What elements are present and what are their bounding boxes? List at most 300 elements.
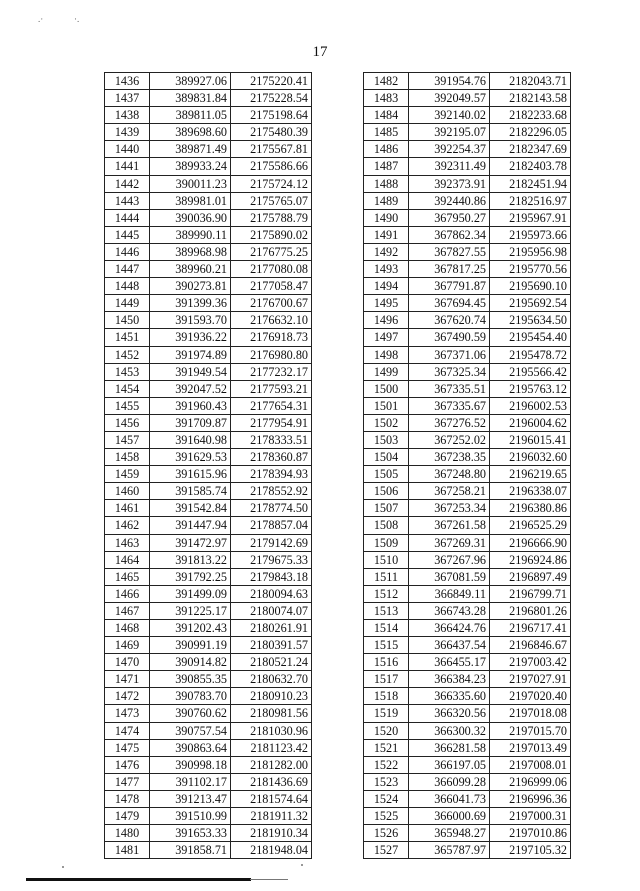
x-coordinate-cell: 366424.76	[409, 620, 490, 637]
table-row	[364, 688, 571, 705]
y-coordinate-cell: 2195692.54	[490, 295, 571, 312]
point-number-cell: 1516	[364, 654, 409, 671]
x-coordinate-cell: 391102.17	[150, 773, 231, 790]
y-coordinate-cell: 2195770.56	[490, 261, 571, 278]
point-number-cell: 1481	[105, 842, 150, 859]
point-number-cell: 1492	[364, 243, 409, 260]
table-row	[364, 414, 571, 431]
point-number-cell: 1475	[105, 739, 150, 756]
x-coordinate-cell: 392311.49	[409, 158, 490, 175]
point-number-cell: 1459	[105, 466, 150, 483]
x-coordinate-cell: 391447.94	[150, 517, 231, 534]
point-number-cell: 1499	[364, 363, 409, 380]
y-coordinate-cell: 2182451.94	[490, 175, 571, 192]
y-coordinate-cell: 2195478.72	[490, 346, 571, 363]
point-number-cell: 1482	[364, 73, 409, 90]
table-row	[364, 380, 571, 397]
footer-rule-tail	[250, 879, 288, 880]
y-coordinate-cell: 2197105.32	[490, 842, 571, 859]
y-coordinate-cell: 2195973.66	[490, 226, 571, 243]
scan-speck: .·	[38, 14, 44, 24]
x-coordinate-cell: 367267.96	[409, 551, 490, 568]
y-coordinate-cell: 2196717.41	[490, 620, 571, 637]
y-coordinate-cell: 2179843.18	[231, 568, 312, 585]
point-number-cell: 1456	[105, 414, 150, 431]
x-coordinate-cell: 391949.54	[150, 363, 231, 380]
x-coordinate-cell: 389968.98	[150, 243, 231, 260]
table-body	[364, 73, 571, 859]
point-number-cell: 1440	[105, 141, 150, 158]
y-coordinate-cell: 2176918.73	[231, 329, 312, 346]
y-coordinate-cell: 2195763.12	[490, 380, 571, 397]
point-number-cell: 1505	[364, 466, 409, 483]
x-coordinate-cell: 392140.02	[409, 107, 490, 124]
table-row	[364, 842, 571, 859]
table-row	[364, 722, 571, 739]
x-coordinate-cell: 391858.71	[150, 842, 231, 859]
x-coordinate-cell: 391640.98	[150, 431, 231, 448]
x-coordinate-cell: 391593.70	[150, 312, 231, 329]
x-coordinate-cell: 390783.70	[150, 688, 231, 705]
y-coordinate-cell: 2177232.17	[231, 363, 312, 380]
table-row	[105, 107, 312, 124]
point-number-cell: 1450	[105, 312, 150, 329]
table-row	[364, 483, 571, 500]
y-coordinate-cell: 2197015.70	[490, 722, 571, 739]
y-coordinate-cell: 2197020.40	[490, 688, 571, 705]
y-coordinate-cell: 2181911.32	[231, 808, 312, 825]
table-row	[364, 790, 571, 807]
y-coordinate-cell: 2196666.90	[490, 534, 571, 551]
x-coordinate-cell: 391653.33	[150, 825, 231, 842]
y-coordinate-cell: 2180261.91	[231, 620, 312, 637]
y-coordinate-cell: 2197013.49	[490, 739, 571, 756]
point-number-cell: 1493	[364, 261, 409, 278]
point-number-cell: 1495	[364, 295, 409, 312]
table-row	[105, 449, 312, 466]
table-row	[364, 756, 571, 773]
x-coordinate-cell: 367269.31	[409, 534, 490, 551]
point-number-cell: 1469	[105, 637, 150, 654]
table-row	[105, 773, 312, 790]
x-coordinate-cell: 366437.54	[409, 637, 490, 654]
table-row	[364, 825, 571, 842]
point-number-cell: 1506	[364, 483, 409, 500]
y-coordinate-cell: 2181030.96	[231, 722, 312, 739]
x-coordinate-cell: 392254.37	[409, 141, 490, 158]
point-number-cell: 1457	[105, 431, 150, 448]
y-coordinate-cell: 2180391.57	[231, 637, 312, 654]
point-number-cell: 1480	[105, 825, 150, 842]
x-coordinate-cell: 367817.25	[409, 261, 490, 278]
x-coordinate-cell: 390273.81	[150, 278, 231, 295]
table-row	[105, 825, 312, 842]
x-coordinate-cell: 391709.87	[150, 414, 231, 431]
point-number-cell: 1521	[364, 739, 409, 756]
x-coordinate-cell: 391542.84	[150, 500, 231, 517]
x-coordinate-cell: 367253.34	[409, 500, 490, 517]
point-number-cell: 1515	[364, 637, 409, 654]
point-number-cell: 1437	[105, 90, 150, 107]
point-number-cell: 1473	[105, 705, 150, 722]
table-row	[105, 534, 312, 551]
x-coordinate-cell: 367791.87	[409, 278, 490, 295]
table-row	[364, 671, 571, 688]
point-number-cell: 1525	[364, 808, 409, 825]
point-number-cell: 1455	[105, 397, 150, 414]
x-coordinate-cell: 392195.07	[409, 124, 490, 141]
y-coordinate-cell: 2196002.53	[490, 397, 571, 414]
point-number-cell: 1522	[364, 756, 409, 773]
point-number-cell: 1458	[105, 449, 150, 466]
point-number-cell: 1442	[105, 175, 150, 192]
x-coordinate-cell: 389990.11	[150, 226, 231, 243]
table-row	[105, 688, 312, 705]
y-coordinate-cell: 2175586.66	[231, 158, 312, 175]
x-coordinate-cell: 391202.43	[150, 620, 231, 637]
y-coordinate-cell: 2195690.10	[490, 278, 571, 295]
table-row	[364, 261, 571, 278]
y-coordinate-cell: 2181123.42	[231, 739, 312, 756]
point-number-cell: 1496	[364, 312, 409, 329]
y-coordinate-cell: 2195967.91	[490, 209, 571, 226]
y-coordinate-cell: 2182516.97	[490, 192, 571, 209]
point-number-cell: 1502	[364, 414, 409, 431]
table-row	[105, 124, 312, 141]
table-row	[105, 842, 312, 859]
y-coordinate-cell: 2196525.29	[490, 517, 571, 534]
x-coordinate-cell: 392373.91	[409, 175, 490, 192]
point-number-cell: 1527	[364, 842, 409, 859]
point-number-cell: 1439	[105, 124, 150, 141]
x-coordinate-cell: 366849.11	[409, 585, 490, 602]
point-number-cell: 1477	[105, 773, 150, 790]
x-coordinate-cell: 367490.59	[409, 329, 490, 346]
point-number-cell: 1441	[105, 158, 150, 175]
table-row	[105, 620, 312, 637]
y-coordinate-cell: 2175228.54	[231, 90, 312, 107]
point-number-cell: 1463	[105, 534, 150, 551]
table-row	[105, 346, 312, 363]
table-row	[364, 243, 571, 260]
x-coordinate-cell: 391615.96	[150, 466, 231, 483]
table-row	[105, 295, 312, 312]
x-coordinate-cell: 392047.52	[150, 380, 231, 397]
point-number-cell: 1452	[105, 346, 150, 363]
table-row	[105, 551, 312, 568]
point-number-cell: 1514	[364, 620, 409, 637]
point-number-cell: 1443	[105, 192, 150, 209]
x-coordinate-cell: 367238.35	[409, 449, 490, 466]
y-coordinate-cell: 2197008.01	[490, 756, 571, 773]
table-row	[364, 534, 571, 551]
table-row	[105, 517, 312, 534]
y-coordinate-cell: 2196996.36	[490, 790, 571, 807]
x-coordinate-cell: 389871.49	[150, 141, 231, 158]
table-row	[364, 397, 571, 414]
y-coordinate-cell: 2196801.26	[490, 602, 571, 619]
x-coordinate-cell: 391960.43	[150, 397, 231, 414]
table-row	[105, 414, 312, 431]
point-number-cell: 1438	[105, 107, 150, 124]
y-coordinate-cell: 2196015.41	[490, 431, 571, 448]
y-coordinate-cell: 2182347.69	[490, 141, 571, 158]
point-number-cell: 1504	[364, 449, 409, 466]
table-row	[364, 620, 571, 637]
point-number-cell: 1445	[105, 226, 150, 243]
point-number-cell: 1470	[105, 654, 150, 671]
y-coordinate-cell: 2178552.92	[231, 483, 312, 500]
y-coordinate-cell: 2181282.00	[231, 756, 312, 773]
x-coordinate-cell: 367335.67	[409, 397, 490, 414]
x-coordinate-cell: 391585.74	[150, 483, 231, 500]
y-coordinate-cell: 2195956.98	[490, 243, 571, 260]
point-number-cell: 1484	[364, 107, 409, 124]
y-coordinate-cell: 2181910.34	[231, 825, 312, 842]
table-row	[364, 278, 571, 295]
point-number-cell: 1497	[364, 329, 409, 346]
x-coordinate-cell: 367248.80	[409, 466, 490, 483]
x-coordinate-cell: 390760.62	[150, 705, 231, 722]
point-number-cell: 1500	[364, 380, 409, 397]
y-coordinate-cell: 2178857.04	[231, 517, 312, 534]
table-row	[105, 73, 312, 90]
x-coordinate-cell: 389698.60	[150, 124, 231, 141]
point-number-cell: 1511	[364, 568, 409, 585]
y-coordinate-cell: 2196799.71	[490, 585, 571, 602]
y-coordinate-cell: 2178394.93	[231, 466, 312, 483]
x-coordinate-cell: 366743.28	[409, 602, 490, 619]
y-coordinate-cell: 2195634.50	[490, 312, 571, 329]
x-coordinate-cell: 390863.64	[150, 739, 231, 756]
table-row	[105, 261, 312, 278]
y-coordinate-cell: 2196999.06	[490, 773, 571, 790]
x-coordinate-cell: 389831.84	[150, 90, 231, 107]
x-coordinate-cell: 366300.32	[409, 722, 490, 739]
table-row	[364, 73, 571, 90]
point-number-cell: 1491	[364, 226, 409, 243]
point-number-cell: 1461	[105, 500, 150, 517]
y-coordinate-cell: 2196380.86	[490, 500, 571, 517]
x-coordinate-cell: 366281.58	[409, 739, 490, 756]
table-row	[105, 397, 312, 414]
x-coordinate-cell: 391936.22	[150, 329, 231, 346]
x-coordinate-cell: 367261.58	[409, 517, 490, 534]
table-row	[105, 739, 312, 756]
y-coordinate-cell: 2180521.24	[231, 654, 312, 671]
point-number-cell: 1501	[364, 397, 409, 414]
x-coordinate-cell: 389960.21	[150, 261, 231, 278]
y-coordinate-cell: 2197018.08	[490, 705, 571, 722]
y-coordinate-cell: 2175567.81	[231, 141, 312, 158]
table-row	[364, 637, 571, 654]
y-coordinate-cell: 2179142.69	[231, 534, 312, 551]
table-row	[364, 295, 571, 312]
point-number-cell: 1464	[105, 551, 150, 568]
y-coordinate-cell: 2196338.07	[490, 483, 571, 500]
table-row	[364, 568, 571, 585]
x-coordinate-cell: 365948.27	[409, 825, 490, 842]
y-coordinate-cell: 2175788.79	[231, 209, 312, 226]
point-number-cell: 1446	[105, 243, 150, 260]
table-row	[105, 312, 312, 329]
table-row	[364, 773, 571, 790]
y-coordinate-cell: 2180910.23	[231, 688, 312, 705]
table-row	[105, 158, 312, 175]
table-row	[364, 192, 571, 209]
x-coordinate-cell: 391399.36	[150, 295, 231, 312]
point-number-cell: 1485	[364, 124, 409, 141]
point-number-cell: 1453	[105, 363, 150, 380]
y-coordinate-cell: 2195454.40	[490, 329, 571, 346]
table-row	[364, 107, 571, 124]
point-number-cell: 1508	[364, 517, 409, 534]
point-number-cell: 1460	[105, 483, 150, 500]
x-coordinate-cell: 367620.74	[409, 312, 490, 329]
table-row	[105, 431, 312, 448]
table-row	[364, 705, 571, 722]
point-number-cell: 1509	[364, 534, 409, 551]
point-number-cell: 1478	[105, 790, 150, 807]
x-coordinate-cell: 391213.47	[150, 790, 231, 807]
point-number-cell: 1518	[364, 688, 409, 705]
y-coordinate-cell: 2176775.25	[231, 243, 312, 260]
table-row	[364, 551, 571, 568]
y-coordinate-cell: 2196004.62	[490, 414, 571, 431]
table-row	[105, 585, 312, 602]
page-number: 17	[312, 44, 328, 60]
table-row	[364, 363, 571, 380]
point-number-cell: 1517	[364, 671, 409, 688]
footer-rule	[26, 878, 251, 881]
point-number-cell: 1479	[105, 808, 150, 825]
point-number-cell: 1447	[105, 261, 150, 278]
y-coordinate-cell: 2177593.21	[231, 380, 312, 397]
point-number-cell: 1498	[364, 346, 409, 363]
x-coordinate-cell: 391472.97	[150, 534, 231, 551]
table-row	[105, 380, 312, 397]
point-number-cell: 1523	[364, 773, 409, 790]
point-number-cell: 1467	[105, 602, 150, 619]
y-coordinate-cell: 2180094.63	[231, 585, 312, 602]
y-coordinate-cell: 2175765.07	[231, 192, 312, 209]
table-row	[105, 175, 312, 192]
x-coordinate-cell: 390036.90	[150, 209, 231, 226]
table-row	[105, 192, 312, 209]
x-coordinate-cell: 391225.17	[150, 602, 231, 619]
point-number-cell: 1487	[364, 158, 409, 175]
point-number-cell: 1472	[105, 688, 150, 705]
point-number-cell: 1483	[364, 90, 409, 107]
point-number-cell: 1468	[105, 620, 150, 637]
x-coordinate-cell: 389933.24	[150, 158, 231, 175]
table-row	[105, 654, 312, 671]
x-coordinate-cell: 390011.23	[150, 175, 231, 192]
table-row	[105, 500, 312, 517]
table-row	[364, 431, 571, 448]
x-coordinate-cell: 391629.53	[150, 449, 231, 466]
y-coordinate-cell: 2181948.04	[231, 842, 312, 859]
point-number-cell: 1507	[364, 500, 409, 517]
point-number-cell: 1510	[364, 551, 409, 568]
y-coordinate-cell: 2196924.86	[490, 551, 571, 568]
x-coordinate-cell: 365787.97	[409, 842, 490, 859]
x-coordinate-cell: 366197.05	[409, 756, 490, 773]
x-coordinate-cell: 391974.89	[150, 346, 231, 363]
y-coordinate-cell: 2180074.07	[231, 602, 312, 619]
x-coordinate-cell: 367081.59	[409, 568, 490, 585]
y-coordinate-cell: 2177080.08	[231, 261, 312, 278]
x-coordinate-cell: 366099.28	[409, 773, 490, 790]
table-row	[105, 568, 312, 585]
point-number-cell: 1490	[364, 209, 409, 226]
table-row	[105, 483, 312, 500]
y-coordinate-cell: 2175480.39	[231, 124, 312, 141]
y-coordinate-cell: 2182143.58	[490, 90, 571, 107]
point-number-cell: 1489	[364, 192, 409, 209]
table-row	[364, 90, 571, 107]
table-row	[105, 243, 312, 260]
point-number-cell: 1503	[364, 431, 409, 448]
table-body	[105, 73, 312, 859]
point-number-cell: 1454	[105, 380, 150, 397]
y-coordinate-cell: 2197000.31	[490, 808, 571, 825]
y-coordinate-cell: 2182043.71	[490, 73, 571, 90]
x-coordinate-cell: 367827.55	[409, 243, 490, 260]
table-row	[105, 226, 312, 243]
coordinates-table-left	[104, 72, 312, 859]
x-coordinate-cell: 392440.86	[409, 192, 490, 209]
table-row	[105, 808, 312, 825]
point-number-cell: 1465	[105, 568, 150, 585]
point-number-cell: 1474	[105, 722, 150, 739]
x-coordinate-cell: 389811.05	[150, 107, 231, 124]
point-number-cell: 1512	[364, 585, 409, 602]
x-coordinate-cell: 366384.23	[409, 671, 490, 688]
table-row	[364, 141, 571, 158]
y-coordinate-cell: 2197010.86	[490, 825, 571, 842]
table-row	[364, 329, 571, 346]
x-coordinate-cell: 391499.09	[150, 585, 231, 602]
x-coordinate-cell: 367252.02	[409, 431, 490, 448]
y-coordinate-cell: 2178774.50	[231, 500, 312, 517]
table-row	[105, 329, 312, 346]
table-row	[364, 226, 571, 243]
coordinates-table-right	[363, 72, 571, 859]
y-coordinate-cell: 2175890.02	[231, 226, 312, 243]
point-number-cell: 1451	[105, 329, 150, 346]
x-coordinate-cell: 390998.18	[150, 756, 231, 773]
point-number-cell: 1526	[364, 825, 409, 842]
table-row	[364, 346, 571, 363]
y-coordinate-cell: 2182403.78	[490, 158, 571, 175]
x-coordinate-cell: 392049.57	[409, 90, 490, 107]
y-coordinate-cell: 2197003.42	[490, 654, 571, 671]
y-coordinate-cell: 2181436.69	[231, 773, 312, 790]
point-number-cell: 1462	[105, 517, 150, 534]
y-coordinate-cell: 2196846.67	[490, 637, 571, 654]
point-number-cell: 1488	[364, 175, 409, 192]
y-coordinate-cell: 2176632.10	[231, 312, 312, 329]
x-coordinate-cell: 391510.99	[150, 808, 231, 825]
y-coordinate-cell: 2178360.87	[231, 449, 312, 466]
table-row	[105, 705, 312, 722]
x-coordinate-cell: 366335.60	[409, 688, 490, 705]
x-coordinate-cell: 366455.17	[409, 654, 490, 671]
y-coordinate-cell: 2180981.56	[231, 705, 312, 722]
table-row	[364, 449, 571, 466]
y-coordinate-cell: 2177654.31	[231, 397, 312, 414]
